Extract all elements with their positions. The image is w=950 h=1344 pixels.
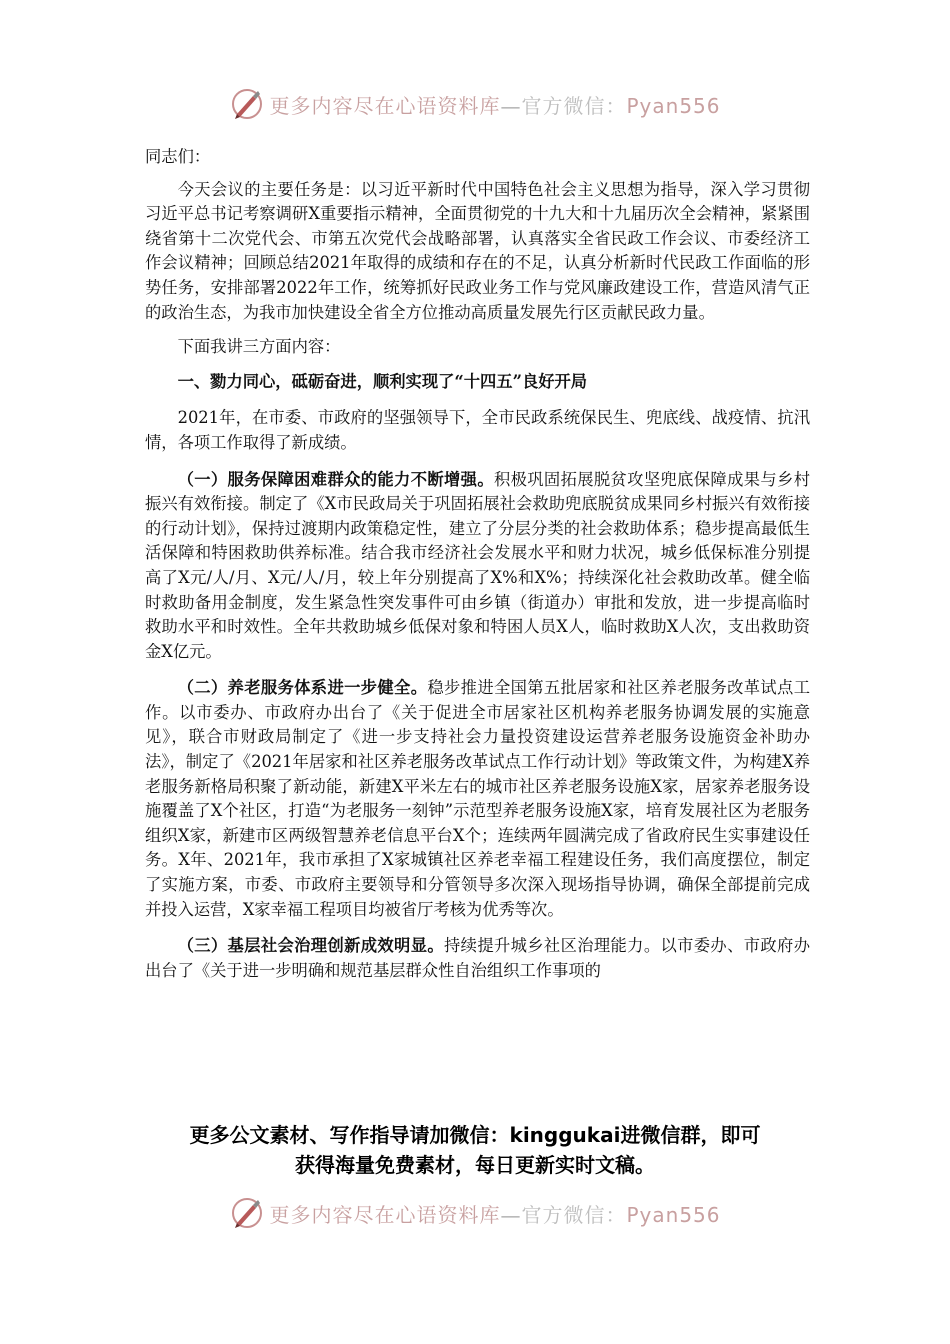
promo-notice: [120, 1120, 830, 1180]
promo-line-2: 获得海量免费素材，每日更新实时文稿。: [295, 1153, 655, 1177]
subsection2-body: 稳步推进全国第五批居家和社区养老服务改革试点工作。以市委办、市政府办出台了《关于促进全市居家社区机构养老服务协调发展的实施意见》，联合市财政局制定了《进一步支持社会力量投资建设运营养老服务设施资金补助办法》，制定了《2021年居家和社区养老服务改革试点工作行动计划》等政策文件，为构建X养老服务新格局积聚了新动能，新建X平米左右的城市社区养老服务设施X家，居家养老服务设施覆盖了X个社区，打造“为老服务一刻钟”示范型养老服务设施X家，培育发展社区为老服务组织X家，新建市区两级智慧养老信息平台X个；连续两年圆满完成了省政府民生实事建设任务。X年、2021年，我市承担了X家城镇社区养老幸福工程建设任务，我们高度摆位，制定了实施方案，市委、市政府主要领导和分管领导多次深入现场指导协调，确保全部提前完成并投入运营，X家幸福工程项目均被省厅考核为优秀等次。: [145, 678, 810, 919]
subsection3-heading: （三）基层社会治理创新成效明显。: [177, 936, 445, 956]
footer-watermark-banner: [0, 1193, 950, 1233]
header-watermark-banner: [0, 84, 950, 124]
intro-paragraph: 今天会议的主要任务是：以习近平新时代中国特色社会主义思想为指导，深入学习贯彻习近平总书记考察调研X重要指示精神，全面贯彻党的十九大和十九届历次全会精神，紧紧围绕省第十二次党代会、市第五次党代会战略部署，认真落实全省民政工作会议、市委经济工作会议精神；回顾总结2021年取得的成绩和存在的不足，认真分析新时代民政工作面临的形势任务，安排部署2022年工作，统筹抓好民政业务工作与党风廉政建设工作，营造风清气正的政治生态，为我市加快建设全省全方位推动高质量发展先行区贡献民政力量。: [145, 179, 810, 322]
section1-intro: 2021年，在市委、市政府的坚强领导下，全市民政系统保民生、兜底线、战疫情、抗汛情，各项工作取得了新成绩。: [145, 408, 810, 452]
banner-text: 更多内容尽在心语资料库—官方微信：Pyan556: [269, 1202, 721, 1227]
pen-logo-icon: [229, 1195, 265, 1231]
subsection1-paragraph: [145, 468, 810, 665]
subsection1-heading: （一）服务保障困难群众的能力不断增强。: [177, 469, 494, 489]
subsection1-body: 积极巩固拓展脱贫攻坚兜底保障成果与乡村振兴有效衔接。制定了《X市民政局关于巩固拓展社会救助兜底脱贫成果同乡村振兴有效衔接的行动计划》，保持过渡期内政策稳定性，建立了分层分类的社会救助体系；稳步提高最低生活保障和特困救助供养标准。结合我市经济社会发展水平和财力状况，城乡低保标准分别提高了X元/人/月、X元/人/月，较上年分别提高了X%和X%；持续深化社会救助改革。健全临时救助备用金制度，发生紧急性突发事件可由乡镇（街道办）审批和发放，进一步提高临时救助水平和时效性。全年共救助城乡低保对象和特困人员X人，临时救助X人次，支出救助资金X亿元。: [145, 469, 810, 661]
pen-logo-icon: [229, 86, 265, 122]
greeting: 同志们：: [145, 147, 211, 166]
subsection3-body: 持续提升城乡社区治理能力。以市委办、市政府办出台了《关于进一步明确和规范基层群众性自治组织工作事项的: [145, 936, 810, 980]
section1-heading: 一、勠力同心，砥砺奋进，顺利实现了“十四五”良好开局: [177, 371, 588, 391]
promo-line-1: 更多公文素材、写作指导请加微信：kinggukai进微信群，即可: [189, 1123, 761, 1147]
document-body: [145, 145, 810, 983]
subsection3-paragraph: [145, 934, 810, 983]
transition-line: 下面我讲三方面内容：: [177, 337, 341, 357]
subsection2-heading: （二）养老服务体系进一步健全。: [177, 678, 428, 698]
banner-text: 更多内容尽在心语资料库—官方微信：Pyan556: [269, 93, 721, 118]
subsection2-paragraph: [145, 676, 810, 922]
